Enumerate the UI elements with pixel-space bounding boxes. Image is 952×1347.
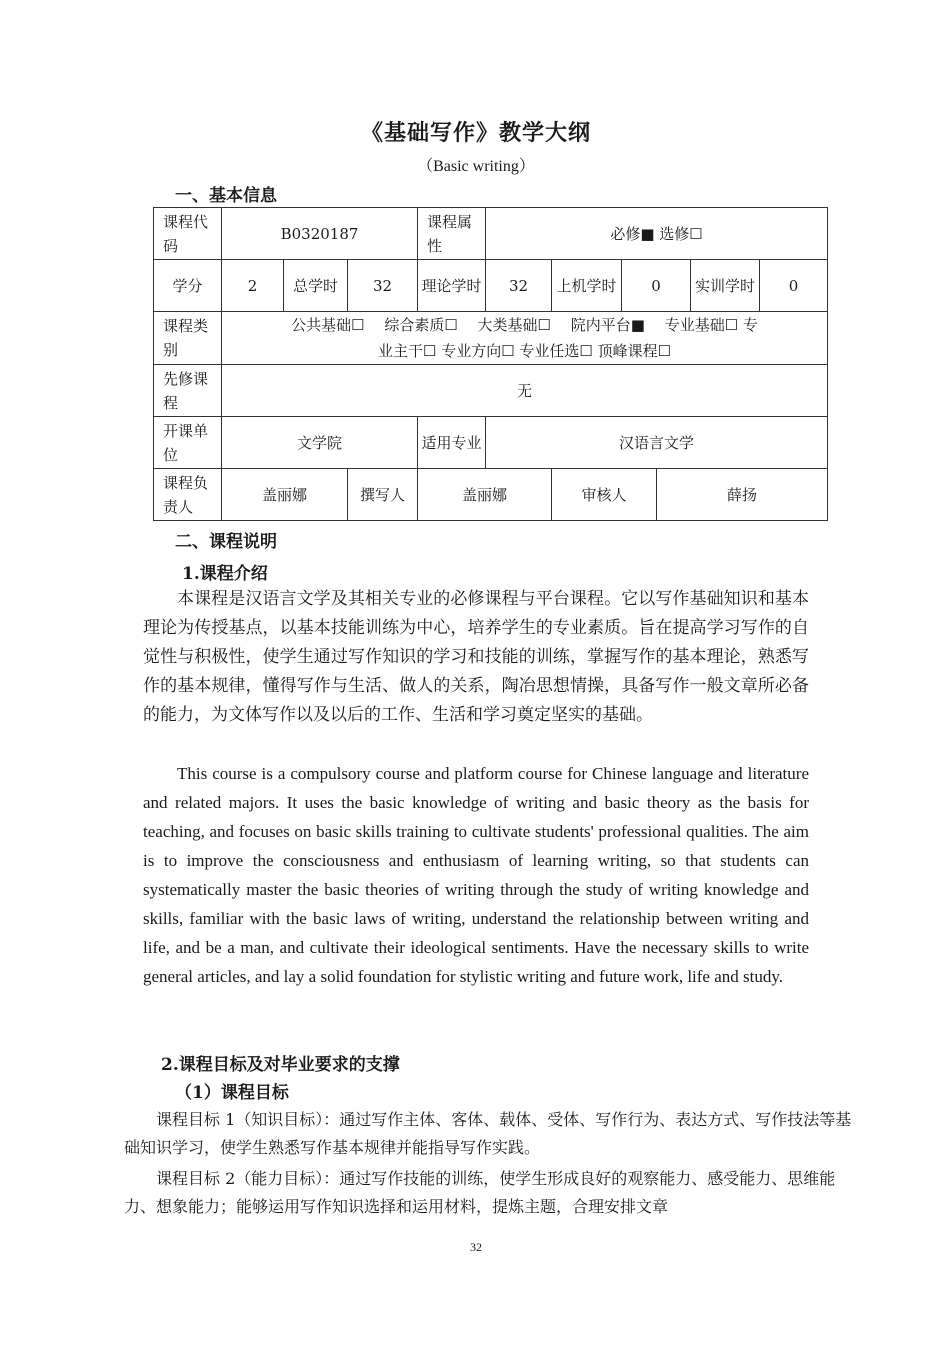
course-attr-label: 课程属性 bbox=[418, 208, 486, 260]
reviewer-label: 审核人 bbox=[552, 469, 657, 521]
computer-hours-label: 上机学时 bbox=[552, 260, 622, 312]
intro-chinese-paragraph: 本课程是汉语言文学及其相关专业的必修课程与平台课程。它以写作基础知识和基本理论为传授基点，以基本技能训练为中心，培养学生的专业素质。旨在提高学习写作的自觉性与积极性，使学生通过写作知识的学习和技能的训练，掌握写作的基本理论，熟悉写作的基本规律，懂得写作与生活、做人的关系，陶冶思想情操，具备写作一般文章所必备的能力，为文体写作以及以后的工作、生活和学习奠定坚实的基础。 bbox=[143, 589, 809, 725]
credit-value: 2 bbox=[222, 260, 284, 312]
offering-unit-value: 文学院 bbox=[222, 417, 418, 469]
course-lead-value: 盖丽娜 bbox=[222, 469, 348, 521]
offering-unit-label: 开课单位 bbox=[154, 417, 222, 469]
goal-1-paragraph: 课程目标 1（知识目标）：通过写作主体、客体、载体、受体、写作行为、表达方式、写作技法等基础知识学习，使学生熟悉写作基本规律并能指导写作实践。 bbox=[124, 1110, 852, 1157]
subheading-intro: 1.课程介绍 bbox=[182, 564, 268, 584]
page-subtitle: （Basic writing） bbox=[417, 158, 535, 175]
practice-hours-label: 实训学时 bbox=[691, 260, 760, 312]
theory-hours-value: 32 bbox=[486, 260, 552, 312]
theory-hours-label: 理论学时 bbox=[418, 260, 486, 312]
course-code-label: 课程代码 bbox=[154, 208, 222, 260]
subheading-course-goals: （1）课程目标 bbox=[175, 1083, 289, 1103]
course-category-value bbox=[222, 312, 828, 365]
applicable-major-label: 适用专业 bbox=[418, 417, 486, 469]
basic-info-table bbox=[153, 207, 828, 521]
prereq-label: 先修课程 bbox=[154, 365, 222, 417]
writer-value: 盖丽娜 bbox=[418, 469, 552, 521]
total-hours-value: 32 bbox=[348, 260, 418, 312]
prereq-value: 无 bbox=[222, 365, 828, 417]
practice-hours-value: 0 bbox=[760, 260, 828, 312]
category-line-1: 公共基础☐ 综合素质☐ 大类基础☐ 院内平台■ 专业基础☐ 专 bbox=[291, 316, 758, 334]
computer-hours-value: 0 bbox=[622, 260, 691, 312]
page-title: 《基础写作》教学大纲 bbox=[360, 120, 591, 146]
subheading-objectives: 2.课程目标及对毕业要求的支撑 bbox=[161, 1055, 400, 1075]
reviewer-value: 薛扬 bbox=[657, 469, 828, 521]
section-basic-info: 一、基本信息 bbox=[175, 186, 277, 206]
page-number: 32 bbox=[470, 1240, 482, 1254]
applicable-major-value: 汉语言文学 bbox=[486, 417, 828, 469]
course-code-value: B0320187 bbox=[222, 208, 418, 260]
section-course-desc: 二、课程说明 bbox=[175, 532, 277, 552]
goal-2-paragraph: 课程目标 2（能力目标）：通过写作技能的训练，使学生形成良好的观察能力、感受能力、思维能力、想象能力；能够运用写作知识选择和运用材料，提炼主题，合理安排文章 bbox=[124, 1169, 836, 1216]
credit-label: 学分 bbox=[154, 260, 222, 312]
category-line-2: 业主干☐ 专业方向☐ 专业任选☐ 顶峰课程☐ bbox=[377, 342, 672, 360]
course-attr-value: 必修■ 选修☐ bbox=[486, 208, 828, 260]
intro-english-paragraph: This course is a compulsory course and platform course for Chinese language and literature and related majors. It uses the basic knowledge of writing and basic theory as the basis for teaching, and focuses on basic skills training to cultivate students' professional qualities. The aim is to improve the consciousness and enthusiasm of learning writing, so that students can systematically master the basic theories of writing through the study of writing knowledge and skills, familiar with the basic laws of writing, understand the relationship between writing and life, and be a man, and cultivate their ideological sentiments. Have the necessary skills to write general articles, and lay a solid foundation for stylistic writing and future work, life and study. bbox=[143, 764, 809, 986]
course-category-label: 课程类别 bbox=[154, 312, 222, 365]
total-hours-label: 总学时 bbox=[284, 260, 348, 312]
writer-label: 撰写人 bbox=[348, 469, 418, 521]
course-lead-label: 课程负责人 bbox=[154, 469, 222, 521]
